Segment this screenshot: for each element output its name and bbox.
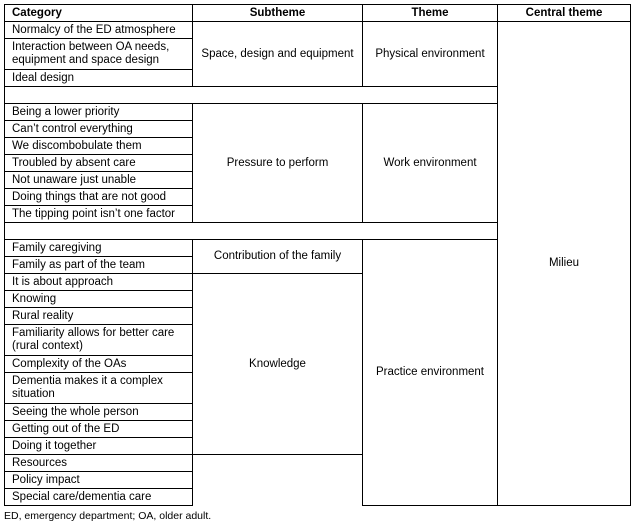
category-cell: Getting out of the ED: [5, 421, 193, 438]
category-cell: Policy impact: [5, 472, 193, 489]
category-cell: Normalcy of the ED atmosphere: [5, 22, 193, 39]
subtheme-cell-family: Contribution of the family: [193, 240, 363, 274]
category-cell: Familiarity allows for better care (rural context): [5, 325, 193, 356]
subtheme-cell-space: Space, design and equipment: [193, 22, 363, 87]
themes-table: [4, 4, 631, 506]
spacer-cell: [5, 223, 498, 240]
category-cell: Not unaware just unable: [5, 172, 193, 189]
category-cell: Doing things that are not good: [5, 189, 193, 206]
category-cell: Being a lower priority: [5, 104, 193, 121]
category-cell: The tipping point isn’t one factor: [5, 206, 193, 223]
table-footnote: ED, emergency department; OA, older adult.: [4, 510, 212, 522]
category-cell: Dementia makes it a complex situation: [5, 373, 193, 404]
header-row: [5, 5, 631, 22]
theme-cell-practice: Practice environment: [363, 240, 498, 506]
category-cell: Doing it together: [5, 438, 193, 455]
central-theme-cell: Milieu: [498, 22, 631, 506]
subtheme-cell-pressure: Pressure to perform: [193, 104, 363, 223]
category-cell: Can’t control everything: [5, 121, 193, 138]
category-cell: Complexity of the OAs: [5, 356, 193, 373]
category-cell: Ideal design: [5, 70, 193, 87]
table-row: [5, 22, 631, 39]
category-cell: Family as part of the team: [5, 257, 193, 274]
header-central-theme: Central theme: [498, 5, 631, 22]
subtheme-cell-knowledge: Knowledge: [193, 274, 363, 455]
category-cell: Interaction between OA needs, equipment and space design: [5, 39, 193, 70]
category-cell: Knowing: [5, 291, 193, 308]
theme-cell-physical: Physical environment: [363, 22, 498, 87]
category-cell: Troubled by absent care: [5, 155, 193, 172]
category-cell: Resources: [5, 455, 193, 472]
header-subtheme: Subtheme: [193, 5, 363, 22]
theme-cell-work: Work environment: [363, 104, 498, 223]
category-cell: Seeing the whole person: [5, 404, 193, 421]
category-cell: Family caregiving: [5, 240, 193, 257]
category-cell: We discombobulate them: [5, 138, 193, 155]
spacer-cell: [5, 87, 498, 104]
category-cell: Special care/dementia care: [5, 489, 193, 506]
themes-table-container: [4, 4, 631, 506]
header-theme: Theme: [363, 5, 498, 22]
category-cell: Rural reality: [5, 308, 193, 325]
header-category: Category: [5, 5, 193, 22]
category-cell: It is about approach: [5, 274, 193, 291]
